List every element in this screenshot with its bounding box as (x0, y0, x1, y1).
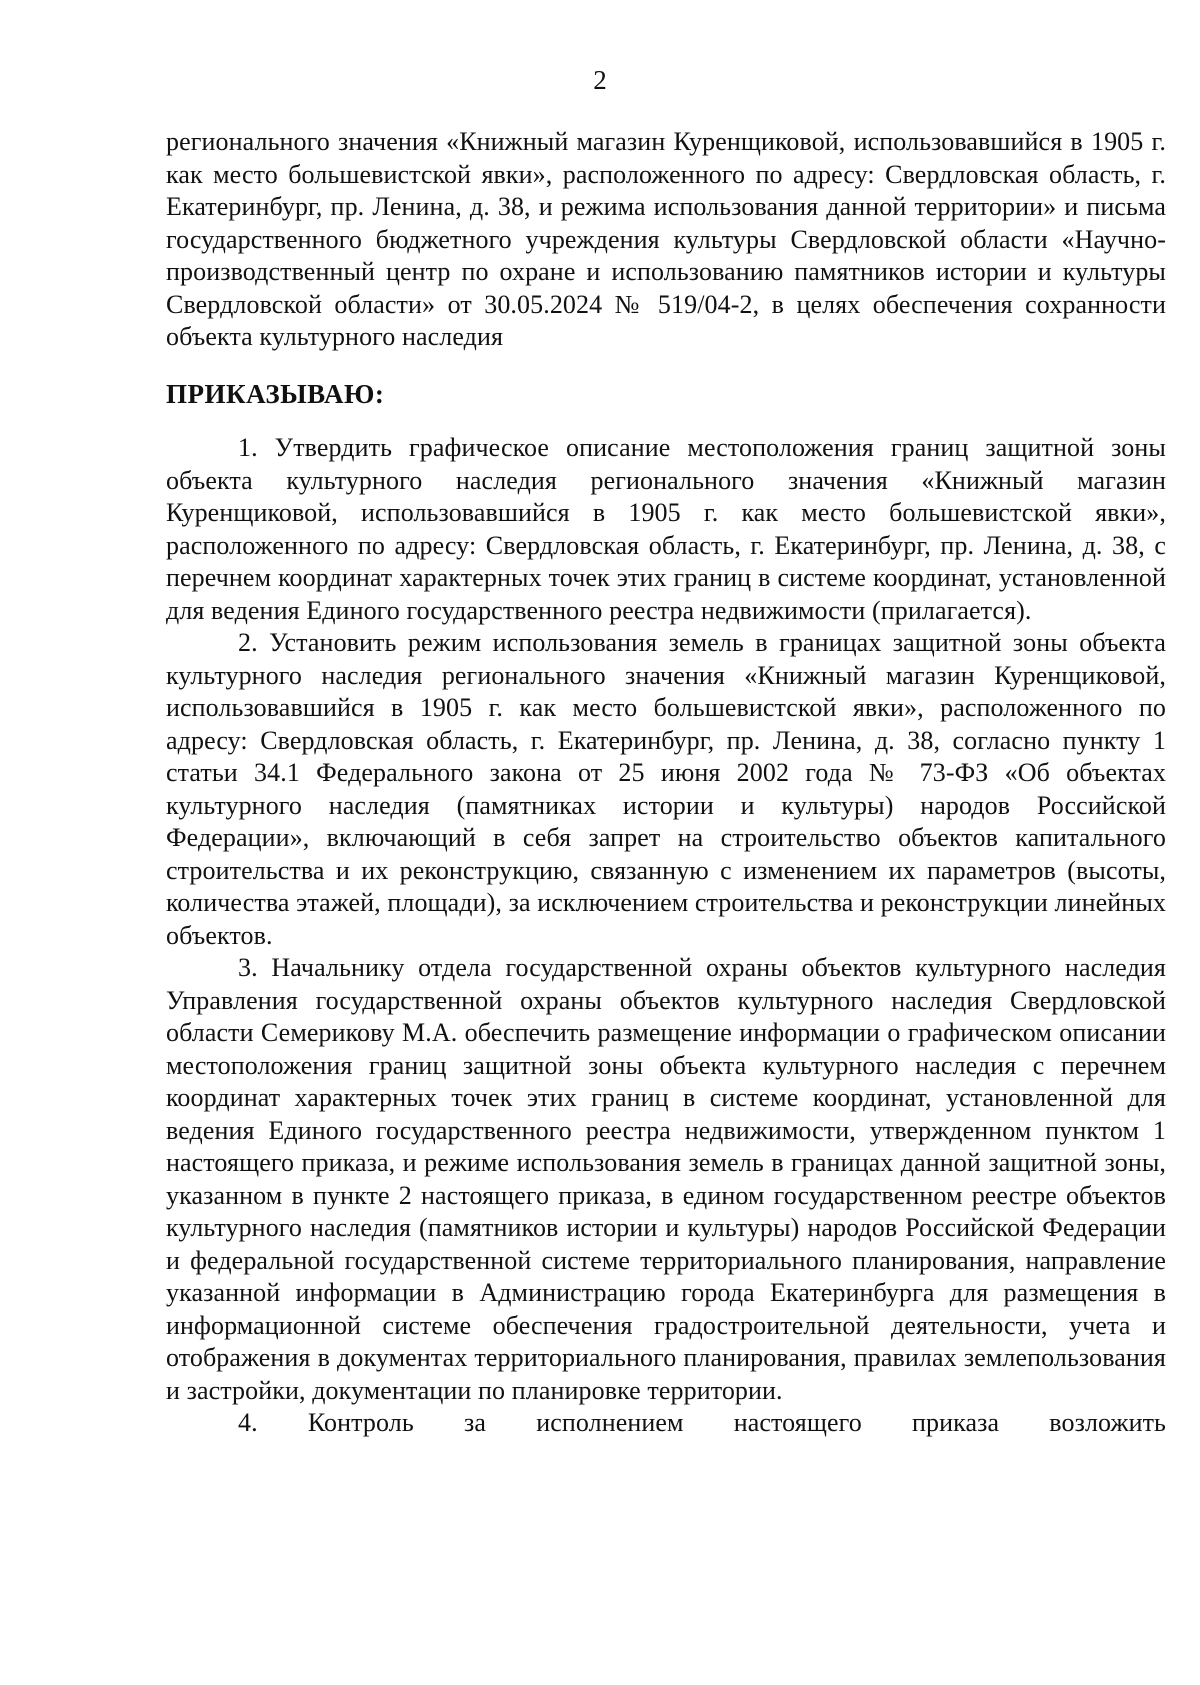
order-heading: ПРИКАЗЫВАЮ: (166, 378, 385, 409)
order-item-1: 1. Утвердить графическое описание местоположения границ защитной зоны объекта культурного наследия регионального значения «Книжный магазин Куренщиковой, использовавшийся в 1905 г. как место большевистской явки», расположенного по адресу: Свердловская область, г. Екатеринбург, пр. Ленина, д. 38, с перечнем координат характерных точек этих границ в системе координат, установленной для ведения Единого государственного реестра недвижимости (прилагается). (166, 433, 1166, 625)
page-number: 2 (593, 65, 607, 95)
order-item-2: 2. Установить режим использования земель в границах защитной зоны объекта культурного наследия регионального значения «Книжный магазин Куренщиковой, использовавшийся в 1905 г. как место большевистской явки», расположенного по адресу: Свердловская область, г. Екатеринбург, пр. Ленина, д. 38, согласно пункту 1 статьи 34.1 Федерального закона от 25 июня 2002 года № 73-ФЗ «Об объектах культурного наследия (памятниках истории и культуры) народов Российской Федерации», включающий в себя запрет на строительство объектов капитального строительства и их реконструкцию, связанную с изменением их параметров (высоты, количества этажей, площади), за исключением строительства и реконструкции линейных объектов. (166, 628, 1166, 950)
order-item-3: 3. Начальнику отдела государственной охраны объектов культурного наследия Управления государственной охраны объектов культурного наследия Свердловской области Семерикову М.А. обеспечить размещение информации о графическом описании местоположения границ защитной зоны объекта культурного наследия с перечнем координат характерных точек этих границ в системе координат, установленной для ведения Единого государственного реестра недвижимости, утвержденном пунктом 1 настоящего приказа, и режиме использования земель в границах данной защитной зоны, указанном в пункте 2 настоящего приказа, в едином государственном реестре объектов культурного наследия (памятников истории и культуры) народов Российской Федерации и федеральной государственной системе территориального планирования, направление указанной информации в Администрацию города Екатеринбурга для размещения в информационной системе обеспечения градостроительной деятельности, учета и отображения в документах территориального планирования, правилах землепользования и застройки, документации по планировке территории. (166, 953, 1166, 1405)
intro-paragraph: регионального значения «Книжный магазин Куренщиковой, использовавшийся в 1905 г. как место большевистской явки», расположенного по адресу: Свердловская область, г. Екатеринбург, пр. Ленина, д. 38, и режима использования данной территории» и письма государственного бюджетного учреждения культуры Свердловской области «Научно-производственный центр по охране и использованию памятников истории и культуры Свердловской области» от 30.05.2024 № 519/04-2, в целях обеспечения сохранности объекта культурного наследия (166, 127, 1166, 351)
document-body (166, 126, 1166, 1440)
order-item-4: 4. Контроль за исполнением настоящего приказа возложить (238, 1408, 1166, 1437)
